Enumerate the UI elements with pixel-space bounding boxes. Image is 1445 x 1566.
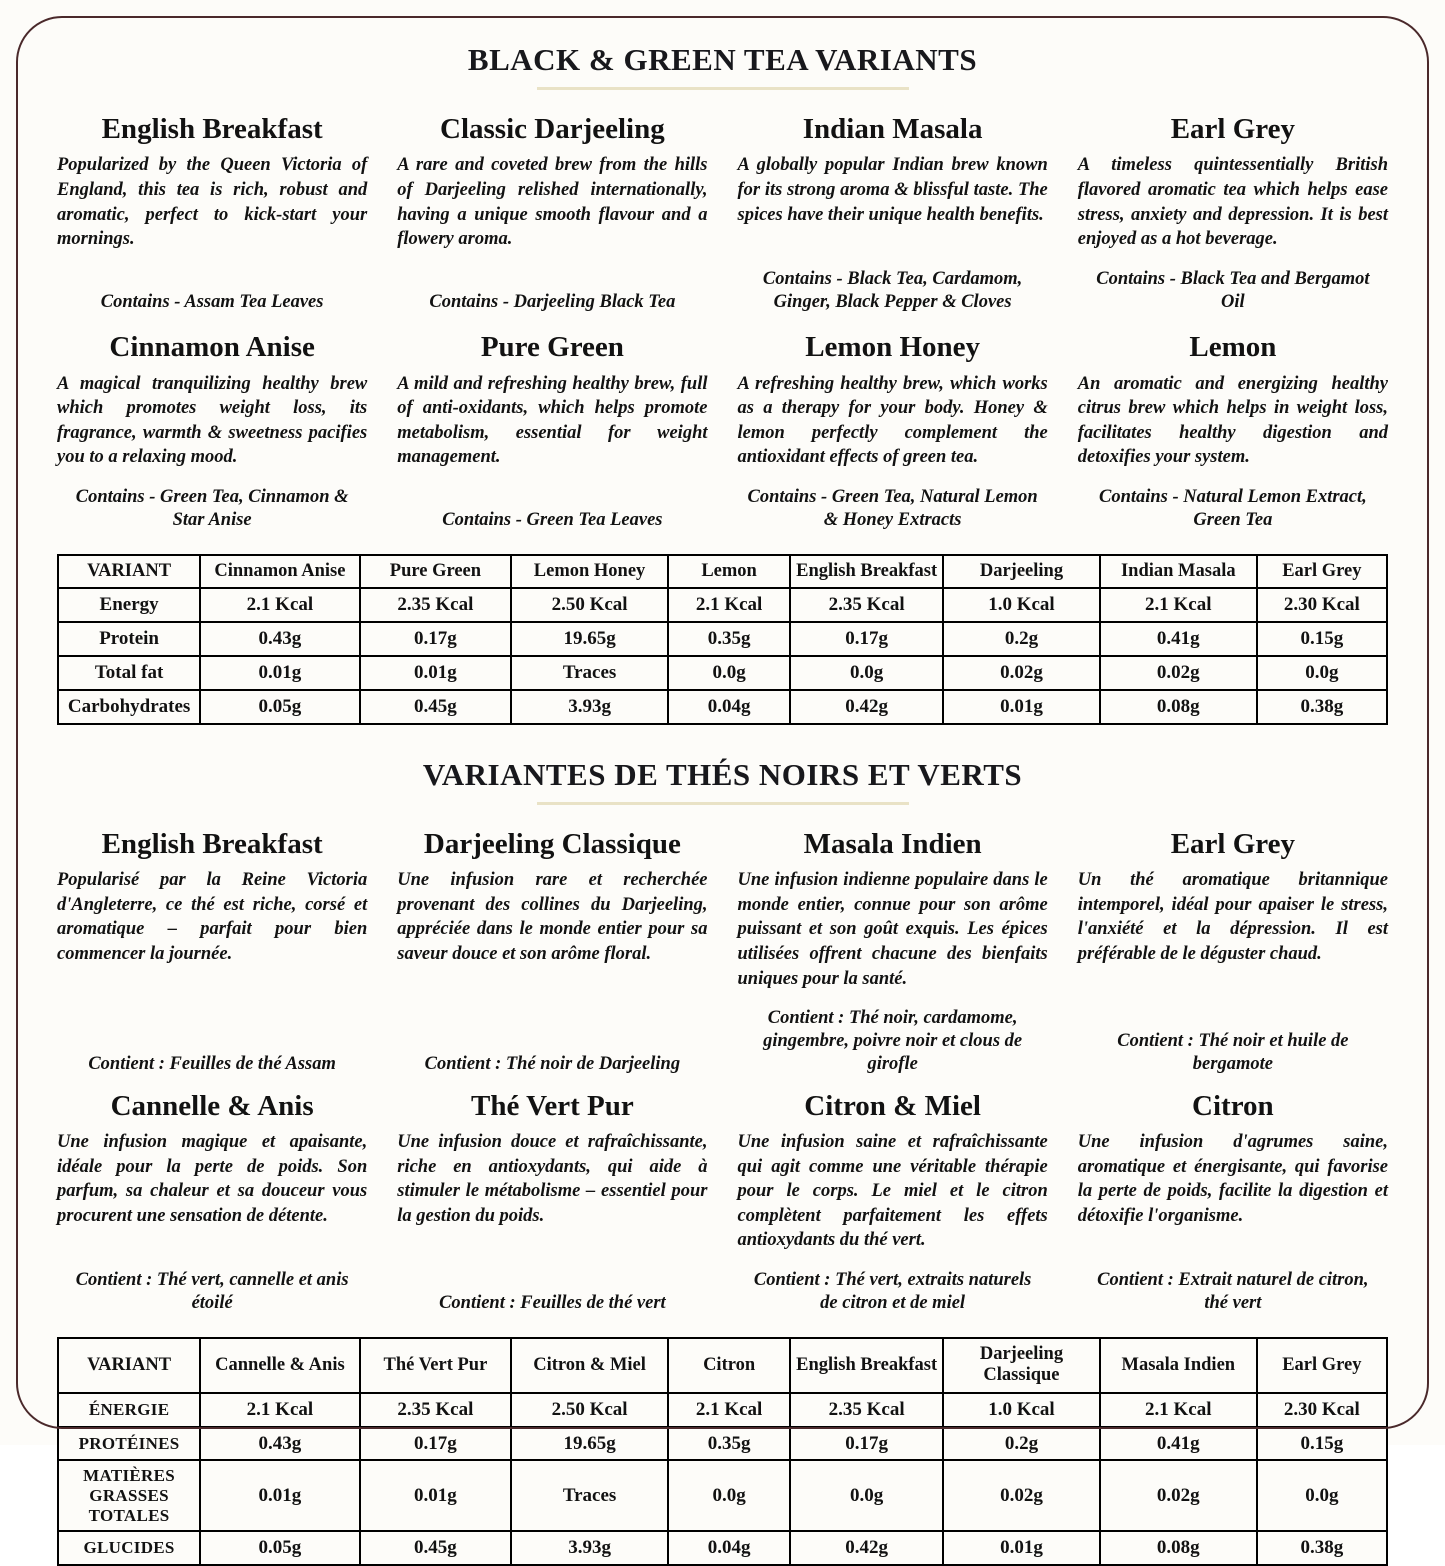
- column-header: Cinnamon Anise: [200, 555, 359, 588]
- tea-name: Pure Green: [480, 331, 624, 364]
- table-cell: 0.2g: [943, 1427, 1100, 1461]
- table-row-energy: [58, 588, 1387, 622]
- tea-card-pure-green: [397, 332, 707, 532]
- row-label: ÉNERGIE: [58, 1393, 200, 1427]
- tea-contains: Contient : Extrait naturel de citron, thé vert: [1097, 1269, 1369, 1314]
- table-cell: 0.01g: [360, 656, 512, 690]
- tea-description: Une infusion rare et recherchée provenant des collines du Darjeeling, appréciée dans le monde entier pour sa saveur douce et son arôme floral.: [397, 870, 708, 964]
- table-row-energie: [58, 1393, 1387, 1427]
- column-header: Cannelle & Anis: [200, 1338, 359, 1393]
- table-cell: 0.08g: [1100, 1531, 1257, 1565]
- table-cell: 0.0g: [1257, 1460, 1387, 1531]
- table-cell: 0.2g: [943, 622, 1100, 656]
- table-cell: 0.38g: [1257, 1531, 1387, 1565]
- table-cell: 0.41g: [1100, 622, 1257, 656]
- tea-contains: Contient : Feuilles de thé Assam: [88, 1054, 336, 1075]
- table-cell: 0.05g: [200, 690, 359, 724]
- table-row-protein: [58, 622, 1387, 656]
- tea-contains: Contains - Black Tea, Cardamom, Ginger, Black Pepper & Cloves: [762, 268, 1023, 312]
- column-header: English Breakfast: [790, 1338, 943, 1393]
- table-cell: 0.0g: [790, 1460, 943, 1531]
- tea-name: Citron & Miel: [804, 1089, 981, 1122]
- table-cell: 0.35g: [668, 622, 790, 656]
- table-cell: 0.41g: [1100, 1427, 1257, 1461]
- tea-contains: Contains - Assam Tea Leaves: [100, 291, 324, 312]
- table-header-row: [58, 1338, 1387, 1393]
- table-cell: 2.30 Kcal: [1257, 588, 1387, 622]
- tea-card-earl-grey: [1078, 114, 1388, 314]
- table-cell: 19.65g: [511, 622, 668, 656]
- column-header: Darjeeling Classique: [943, 1338, 1100, 1393]
- nutrition-table-fr: [57, 1337, 1388, 1566]
- tea-card-english-breakfast: [57, 114, 367, 314]
- tea-card-indian-masala: [738, 114, 1048, 314]
- table-cell: 0.02g: [943, 656, 1100, 690]
- tea-card-classic-darjeeling: [397, 114, 707, 314]
- table-cell: 0.42g: [790, 1531, 943, 1565]
- table-cell: Traces: [511, 656, 668, 690]
- table-cell: 0.45g: [360, 690, 512, 724]
- table-header-row: [58, 555, 1387, 588]
- table-cell: 0.38g: [1257, 690, 1387, 724]
- row-label: Energy: [58, 588, 200, 622]
- table-cell: 0.01g: [360, 1460, 512, 1531]
- table-cell: 1.0 Kcal: [943, 1393, 1100, 1427]
- table-cell: 2.1 Kcal: [1100, 588, 1257, 622]
- column-header: Lemon: [668, 555, 790, 588]
- table-row-matieres-grasses: [58, 1460, 1387, 1531]
- table-corner-cell: VARIANT: [58, 1338, 200, 1393]
- table-cell: 0.01g: [943, 690, 1100, 724]
- tea-card-darjeeling-classique: [397, 829, 707, 1077]
- title-underline-fr: [537, 802, 909, 805]
- table-cell: 0.05g: [200, 1531, 359, 1565]
- table-row-glucides: [58, 1531, 1387, 1565]
- column-header: Citron: [668, 1338, 790, 1393]
- tea-description: Une infusion d'agrumes saine, aromatique et énergisante, qui favorise la perte de poids, facilite la digestion et détoxifie l'organisme.: [1077, 1131, 1388, 1226]
- table-cell: 0.08g: [1100, 690, 1257, 724]
- table-cell: 2.1 Kcal: [1100, 1393, 1257, 1427]
- row-label: PROTÉINES: [58, 1427, 200, 1461]
- tea-contains: Contient : Thé noir de Darjeeling: [424, 1054, 681, 1075]
- tea-name: Cinnamon Anise: [109, 331, 315, 364]
- table-cell: 0.02g: [943, 1460, 1100, 1531]
- column-header: Citron & Miel: [511, 1338, 668, 1393]
- column-header: English Breakfast: [790, 555, 943, 588]
- table-cell: 0.35g: [668, 1427, 790, 1461]
- column-header: Darjeeling: [943, 555, 1100, 588]
- row-label: Protein: [58, 622, 200, 656]
- section-english: [57, 42, 1388, 725]
- tea-contains: Contient : Thé noir et huile de bergamote: [1117, 1031, 1349, 1075]
- tea-contains: Contient : Thé vert, cannelle et anis étoilé: [75, 1269, 349, 1314]
- tea-card-cinnamon-anise: [57, 332, 367, 532]
- table-cell: 0.04g: [668, 1531, 790, 1565]
- table-cell: 2.35 Kcal: [360, 1393, 512, 1427]
- tea-description: A magical tranquilizing healthy brew which promotes weight loss, its fragrance, warmth & sweetness pacifies you to a relaxing mood.: [57, 373, 368, 468]
- table-cell: 0.0g: [790, 656, 943, 690]
- row-label: Carbohydrates: [58, 690, 200, 724]
- tea-name: English Breakfast: [101, 827, 323, 860]
- title-underline-en: [537, 87, 909, 90]
- table-cell: 2.1 Kcal: [200, 588, 359, 622]
- table-cell: 0.02g: [1100, 1460, 1257, 1531]
- tea-description: A mild and refreshing healthy brew, full of anti-oxidants, which helps promote metabolism, essential for weight management.: [397, 373, 708, 468]
- table-cell: 0.17g: [360, 1427, 512, 1461]
- table-cell: 0.15g: [1257, 622, 1387, 656]
- table-cell: 0.04g: [668, 690, 790, 724]
- tea-description: Popularized by the Queen Victoria of England, this tea is rich, robust and aromatic, perfect to kick-start your mornings.: [57, 155, 368, 250]
- tea-card-cannelle-anis: [57, 1091, 367, 1316]
- table-cell: 19.65g: [511, 1427, 668, 1461]
- table-cell: 2.35 Kcal: [360, 588, 512, 622]
- column-header: Earl Grey: [1257, 555, 1387, 588]
- table-cell: 0.42g: [790, 690, 943, 724]
- tea-description: Une infusion magique et apaisante, idéale pour la perte de poids. Son parfum, sa chaleur et sa douceur vous procurent une sensation de détente.: [57, 1131, 368, 1226]
- table-cell: 0.43g: [200, 1427, 359, 1461]
- tea-contains: Contains - Green Tea, Cinnamon & Star Anise: [75, 486, 349, 530]
- tea-card-earl-grey-fr: [1078, 829, 1388, 1077]
- tea-name: Darjeeling Classique: [423, 827, 681, 860]
- tea-card-citron: [1078, 1091, 1388, 1316]
- section-title-fr: VARIANTES DE THÉS NOIRS ET VERTS: [422, 756, 1023, 792]
- tea-name: Thé Vert Pur: [471, 1089, 634, 1122]
- table-cell: 0.15g: [1257, 1427, 1387, 1461]
- tea-contains: Contains - Green Tea Leaves: [442, 510, 663, 530]
- table-cell: 1.0 Kcal: [943, 588, 1100, 622]
- tea-name: Citron: [1192, 1089, 1274, 1122]
- column-header: Indian Masala: [1100, 555, 1257, 588]
- tea-name: Cannelle & Anis: [110, 1089, 314, 1122]
- tea-description: Une infusion douce et rafraîchissante, riche en antioxydants, qui aide à stimuler le métabolisme – essentiel pour la gestion du poids.: [397, 1131, 708, 1226]
- tea-name: Lemon: [1189, 331, 1277, 364]
- tea-name: Lemon Honey: [805, 331, 981, 364]
- table-cell: 2.50 Kcal: [511, 588, 668, 622]
- table-cell: 0.17g: [790, 622, 943, 656]
- tea-description: Popularisé par la Reine Victoria d'Angleterre, ce thé est riche, corsé et aromatique – parfait pour bien commencer la journée.: [57, 870, 368, 964]
- table-cell: 0.45g: [360, 1531, 512, 1565]
- table-cell: 0.02g: [1100, 656, 1257, 690]
- tea-card-citron-miel: [738, 1091, 1048, 1316]
- tea-card-masala-indien: [738, 829, 1048, 1077]
- tea-contains: Contient : Thé vert, extraits naturels de citron et de miel: [753, 1269, 1032, 1314]
- table-cell: Traces: [511, 1460, 668, 1531]
- table-cell: 2.30 Kcal: [1257, 1393, 1387, 1427]
- table-row-proteines: [58, 1427, 1387, 1461]
- tea-name: Classic Darjeeling: [440, 113, 665, 145]
- table-cell: 0.0g: [1257, 656, 1387, 690]
- tea-description: Un thé aromatique britannique intemporel, idéal pour apaiser le stress, l'anxiété et la dépression. Il est préférable de le déguster chaud.: [1077, 870, 1388, 964]
- column-header: Lemon Honey: [511, 555, 668, 588]
- tea-contains: Contains - Darjeeling Black Tea: [429, 291, 676, 312]
- tea-description: An aromatic and energizing healthy citrus brew which helps in weight loss, facilitates healthy digestion and detoxifies your system.: [1077, 373, 1388, 468]
- table-cell: 3.93g: [511, 1531, 668, 1565]
- row-label: Total fat: [58, 656, 200, 690]
- tea-card-lemon-honey: [738, 332, 1048, 532]
- table-cell: 2.35 Kcal: [790, 588, 943, 622]
- table-cell: 0.17g: [360, 622, 512, 656]
- table-corner-cell: VARIANT: [58, 555, 200, 588]
- tea-name: English Breakfast: [101, 113, 323, 145]
- tea-contains: Contains - Natural Lemon Extract, Green Tea: [1098, 486, 1367, 530]
- tea-name: Indian Masala: [802, 113, 983, 145]
- nutrition-table-en: [57, 554, 1388, 725]
- table-cell: 0.01g: [200, 1460, 359, 1531]
- tea-contains: Contains - Green Tea, Natural Lemon & Honey Extracts: [747, 486, 1038, 530]
- tea-card-the-vert-pur: [397, 1091, 707, 1316]
- table-cell: 2.50 Kcal: [511, 1393, 668, 1427]
- column-header: Masala Indien: [1100, 1338, 1257, 1393]
- table-cell: 2.1 Kcal: [200, 1393, 359, 1427]
- tea-description: A refreshing healthy brew, which works as a therapy for your body. Honey & lemon perfectly complement the antioxidant effects of green tea.: [737, 373, 1048, 468]
- tea-name: Masala Indien: [803, 827, 982, 860]
- table-cell: 0.0g: [668, 1460, 790, 1531]
- table-cell: 2.1 Kcal: [668, 1393, 790, 1427]
- column-header: Pure Green: [360, 555, 512, 588]
- column-header: Thé Vert Pur: [360, 1338, 512, 1393]
- table-cell: 0.01g: [943, 1531, 1100, 1565]
- section-title-en: BLACK & GREEN TEA VARIANTS: [467, 42, 978, 77]
- tea-description: A timeless quintessentially British flavored aromatic tea which helps ease stress, anxiety and depression. It is best enjoyed as a hot beverage.: [1077, 155, 1388, 250]
- tea-description: Une infusion indienne populaire dans le monde entier, connue pour son arôme puissant et son goût exquis. Les épices utilisées offrent chacune des bienfaits uniques pour la santé.: [737, 870, 1048, 989]
- tea-description: A rare and coveted brew from the hills of Darjeeling relished internationally, having a unique smooth flavour and a flowery aroma.: [397, 155, 708, 250]
- row-label: GLUCIDES: [58, 1531, 200, 1565]
- column-header: Earl Grey: [1257, 1338, 1387, 1393]
- table-cell: 2.35 Kcal: [790, 1393, 943, 1427]
- tea-cards-en: [57, 114, 1388, 532]
- tea-contains: Contains - Black Tea and Bergamot Oil: [1096, 268, 1370, 312]
- tea-card-english-breakfast-fr: [57, 829, 367, 1077]
- tea-contains: Contient : Feuilles de thé vert: [439, 1293, 666, 1314]
- tea-description: A globally popular Indian brew known for its strong aroma & blissful taste. The spices have their unique health benefits.: [737, 155, 1048, 225]
- table-row-total-fat: [58, 656, 1387, 690]
- table-cell: 0.17g: [790, 1427, 943, 1461]
- table-cell: 0.01g: [200, 656, 359, 690]
- table-cell: 2.1 Kcal: [668, 588, 790, 622]
- tea-card-lemon: [1078, 332, 1388, 532]
- tea-name: Earl Grey: [1170, 827, 1296, 860]
- tea-contains: Contient : Thé noir, cardamome, gingembre, poivre noir et clous de girofle: [763, 1008, 1023, 1075]
- tea-description: Une infusion saine et rafraîchissante qui agit comme une véritable thérapie pour le corps. Le miel et le citron complètent parfaitement les effets antioxydants du thé vert.: [737, 1131, 1048, 1251]
- tea-name: Earl Grey: [1170, 113, 1296, 145]
- row-label: MATIÈRES GRASSES TOTALES: [58, 1460, 200, 1531]
- table-row-carbohydrates: [58, 690, 1387, 724]
- table-cell: 3.93g: [511, 690, 668, 724]
- tea-cards-fr: [57, 829, 1388, 1315]
- table-cell: 0.43g: [200, 622, 359, 656]
- table-cell: 0.0g: [668, 656, 790, 690]
